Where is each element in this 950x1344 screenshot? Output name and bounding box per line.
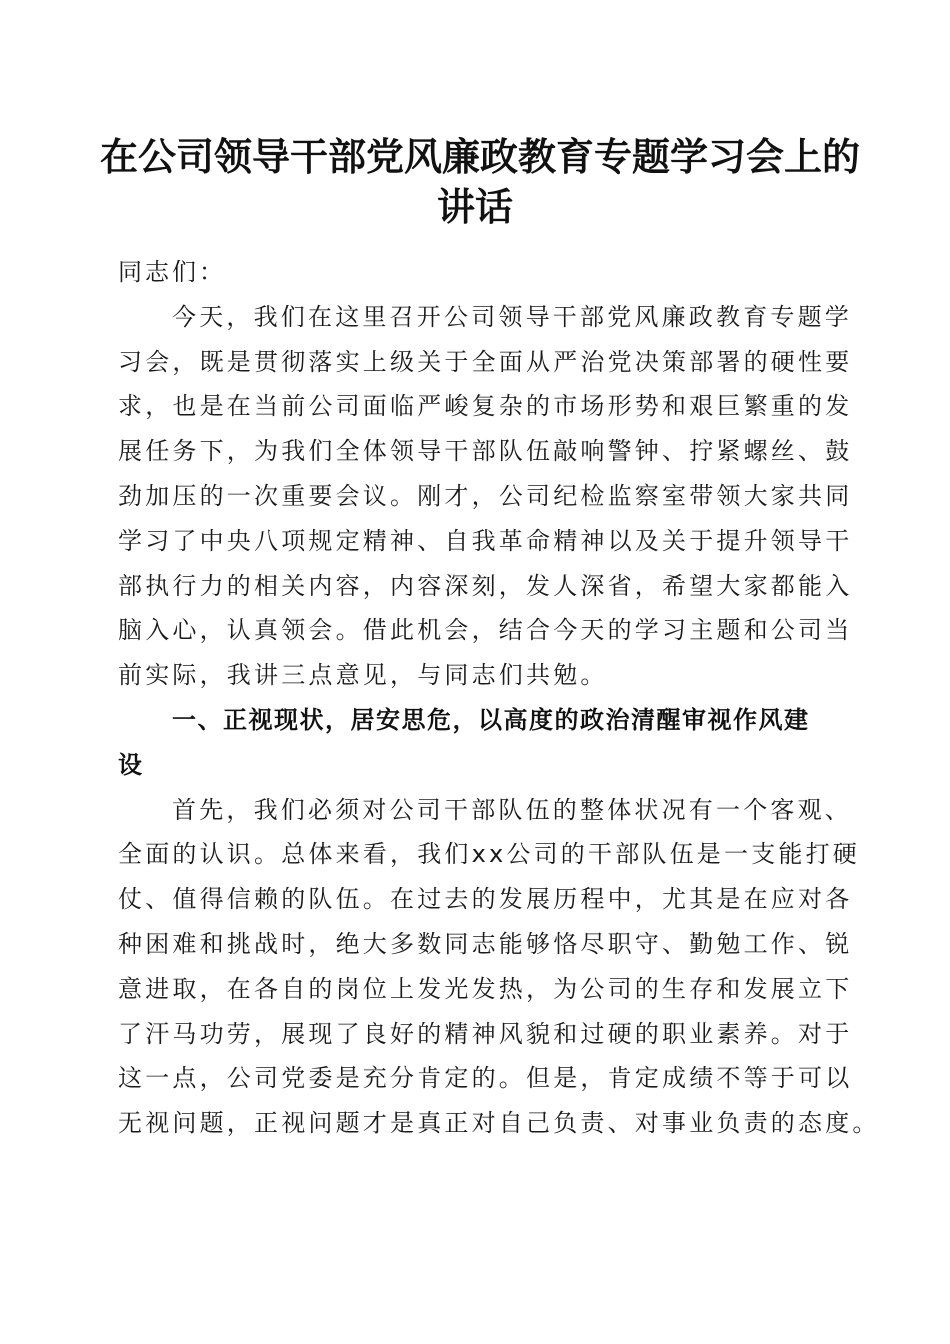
paragraph-1-line: 求，也是在当前公司面临严峻复杂的市场形势和艰巨繁重的发 — [118, 392, 853, 421]
document-title — [100, 132, 861, 232]
paragraph-2-line: 这一点，公司党委是充分肯定的。但是，肯定成绩不等于可以 — [118, 1064, 853, 1093]
paragraph-1-line: 今天，我们在这里召开公司领导干部党风廉政教育专题学 — [172, 302, 852, 331]
greeting: 同志们： — [118, 258, 226, 286]
paragraph-2-line: 了汗马功劳，展现了良好的精神风貌和过硬的职业素养。对于 — [118, 1019, 853, 1048]
title-line: 讲话 — [436, 184, 513, 229]
paragraph-1-line: 部执行力的相关内容，内容深刻，发人深省，希望大家都能入 — [118, 571, 853, 600]
paragraph-2-line: 种困难和挑战时，绝大多数同志能够恪尽职守、勤勉工作、锐 — [118, 929, 853, 958]
paragraph-1-line: 劲加压的一次重要会议。刚才，公司纪检监察室带领大家共同 — [118, 481, 853, 510]
paragraph-1-line: 脑入心，认真领会。借此机会，结合今天的学习主题和公司当 — [118, 616, 853, 645]
paragraph-2-line: 意进取，在各自的岗位上发光发热，为公司的生存和发展立下 — [118, 974, 853, 1003]
paragraph-1-line: 习会，既是贯彻落实上级关于全面从严治党决策部署的硬性要 — [118, 347, 853, 376]
paragraph-2-line: 全面的认识。总体来看，我们xx公司的干部队伍是一支能打硬 — [118, 840, 861, 869]
paragraph-1-line: 展任务下，为我们全体领导干部队伍敲响警钟、拧紧螺丝、鼓 — [118, 437, 853, 466]
section-heading: 一、正视现状，居安思危，以高度的政治清醒审视作风建 — [172, 705, 810, 734]
paragraph-2-line: 无视问题，正视问题才是真正对自己负责、对事业负责的态度。 — [118, 1109, 880, 1138]
paragraph-1-line: 前实际，我讲三点意见，与同志们共勉。 — [118, 661, 608, 690]
document-body — [118, 250, 880, 1146]
paragraph-1-line: 学习了中央八项规定精神、自我革命精神以及关于提升领导干 — [118, 526, 853, 555]
paragraph-2-line: 首先，我们必须对公司干部队伍的整体状况有一个客观、 — [172, 795, 852, 824]
section-heading: 设 — [118, 750, 144, 779]
paragraph-2-line: 仗、值得信赖的队伍。在过去的发展历程中，尤其是在应对各 — [118, 885, 853, 914]
title-line: 在公司领导干部党风廉政教育专题学习会上的 — [100, 134, 861, 179]
